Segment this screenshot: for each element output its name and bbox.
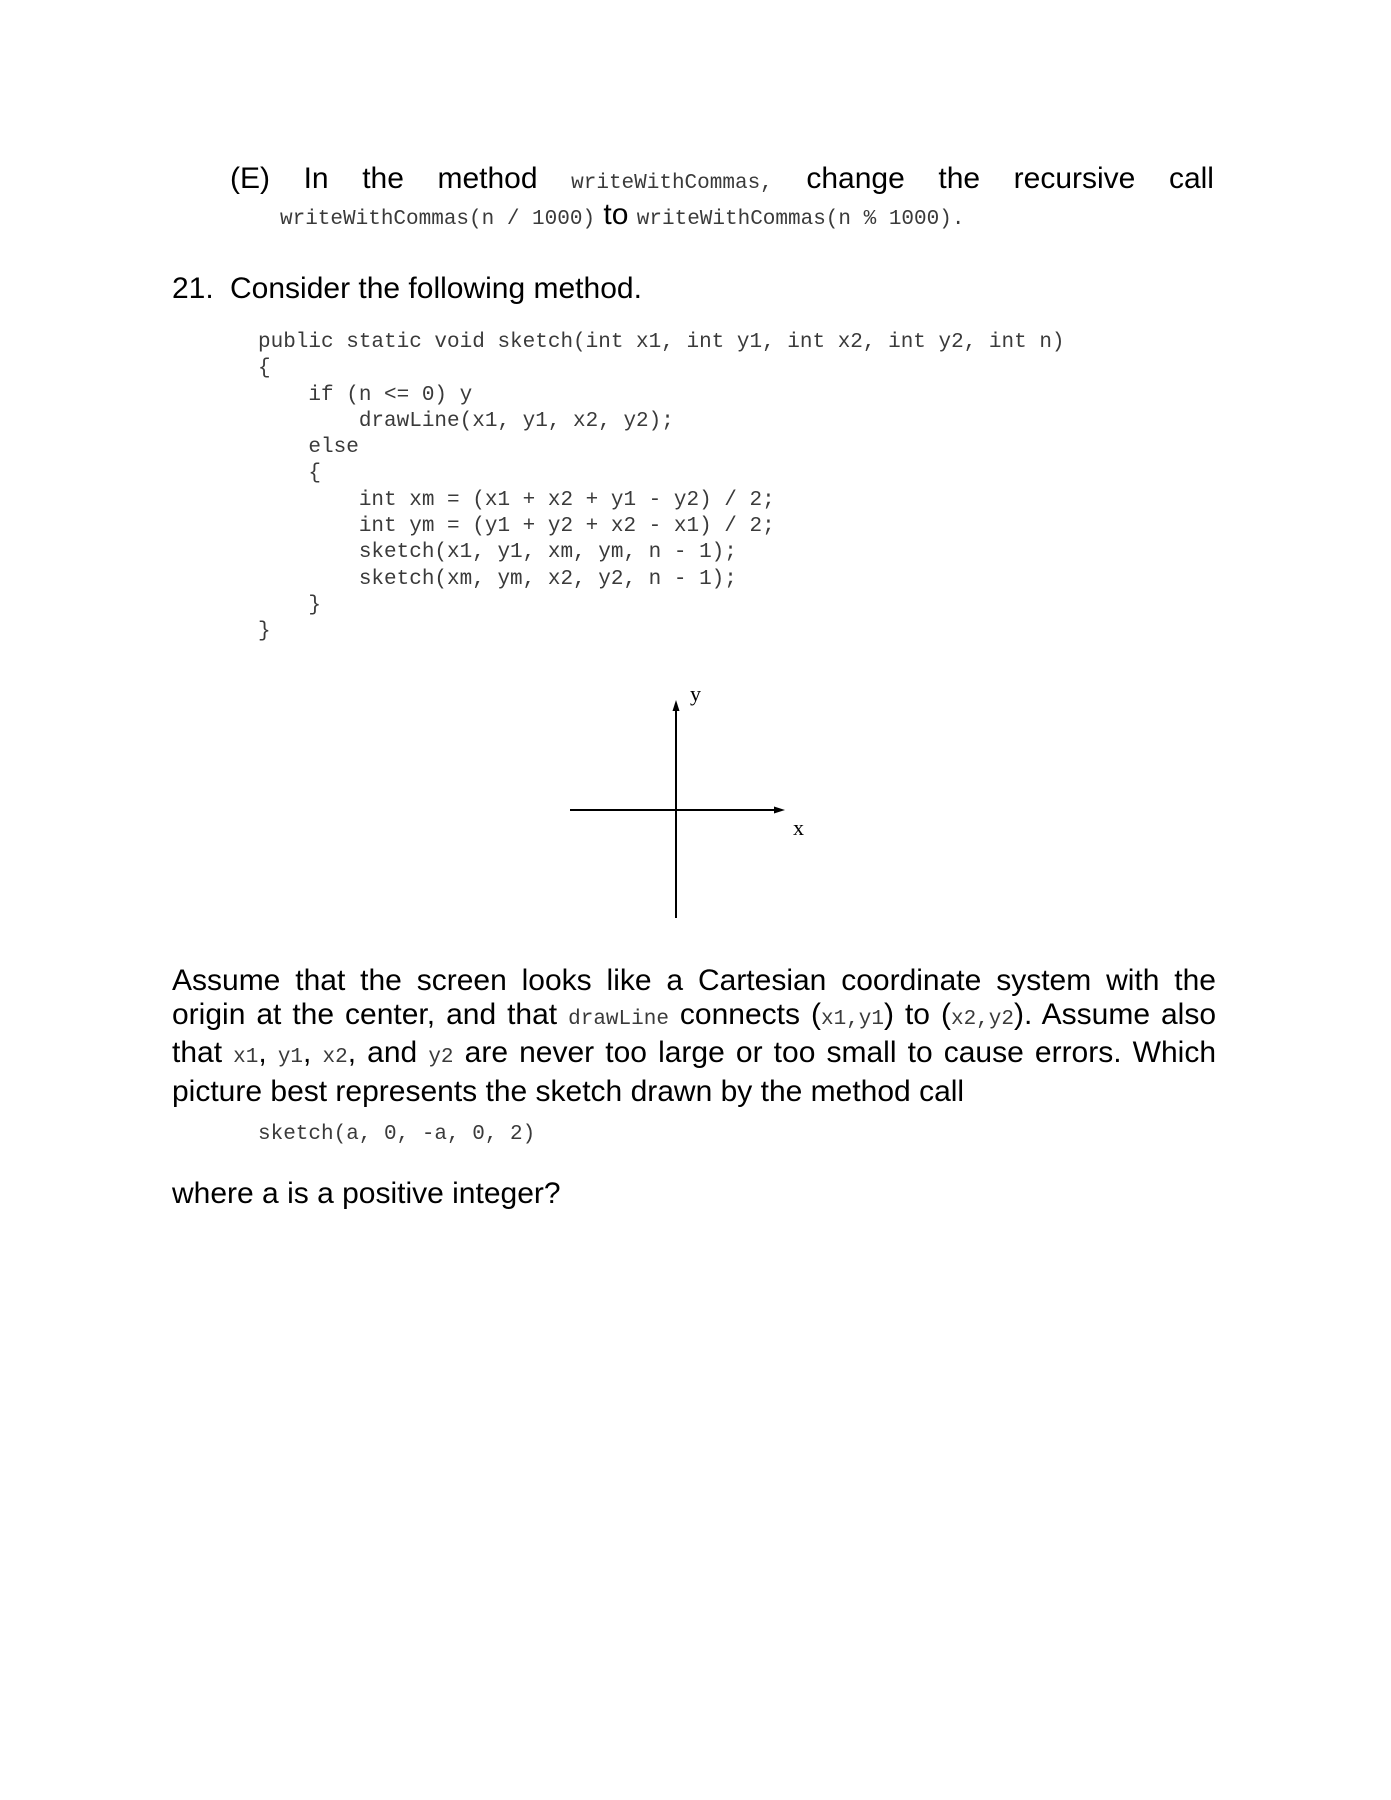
final-question: where a is a positive integer? — [172, 1177, 561, 1210]
axes-figure — [570, 682, 820, 922]
option-e-code-from: writeWithCommas(n / 1000) — [280, 208, 596, 231]
option-e-to: to — [603, 198, 629, 231]
code-block: public static void sketch(int x1, int y1, int x2, int y2, int n) { if (n <= 0) y drawLine(x1, y1, x2, y2); else { int xm = (x1 + x2 + y1 - y2) / 2; int ym = (y1 + y2 + x2 - x1) / 2; sketch(x1, y1, xm, ym, n - 1); sketch(xm, ym, x2, y2, n - 1); } } — [258, 331, 1065, 644]
paragraph-text: , — [303, 1036, 323, 1069]
inline-code: x1 — [233, 1046, 259, 1069]
option-e-method-code: writeWithCommas, — [571, 172, 773, 195]
paragraph-text: are never too large or too small to cause errors. Which picture best represents the sketch drawn by the method call — [172, 1036, 1217, 1108]
paragraph-text: , and — [347, 1036, 429, 1069]
inline-code: x2 — [322, 1046, 348, 1069]
option-e-label: (E) — [230, 162, 270, 195]
x-axis-arrow-icon — [774, 807, 785, 814]
paragraph-text: ) to ( — [884, 997, 951, 1031]
x-axis-label: x — [793, 815, 804, 840]
paragraph-text: Assume that the screen looks like a Cartesian coordinate system with the origin at the center, and that — [172, 964, 1216, 1031]
question-prompt: Consider the following method. — [230, 272, 642, 305]
option-e-word: method — [437, 162, 538, 195]
inline-code: y1 — [277, 1046, 304, 1069]
option-e-word: recursive — [1013, 162, 1136, 195]
paragraph-text: , — [258, 1036, 278, 1069]
method-call-code: sketch(a, 0, -a, 0, 2) — [258, 1123, 536, 1146]
option-e-word: the — [362, 162, 404, 195]
option-e-word: the — [938, 162, 981, 195]
inline-code: x1,y1 — [820, 1007, 884, 1031]
option-e-code-to: writeWithCommas(n % 1000). — [636, 208, 965, 231]
question-heading — [172, 272, 642, 306]
inline-code: y2 — [428, 1046, 454, 1069]
inline-code: x2,y2 — [950, 1007, 1014, 1031]
option-e-word: call — [1168, 162, 1214, 195]
paragraph-text: connects ( — [668, 997, 821, 1031]
paragraph-text: ). Assume also that — [172, 997, 1217, 1069]
inline-code: drawLine — [568, 1007, 669, 1031]
y-axis-label: y — [690, 682, 701, 706]
y-axis-arrow-icon — [673, 700, 680, 711]
question-number: 21. — [172, 272, 214, 305]
option-e — [230, 162, 1214, 232]
option-e-word: In — [303, 162, 329, 195]
option-e-word: change — [806, 162, 905, 195]
problem-paragraph — [172, 964, 1216, 1108]
